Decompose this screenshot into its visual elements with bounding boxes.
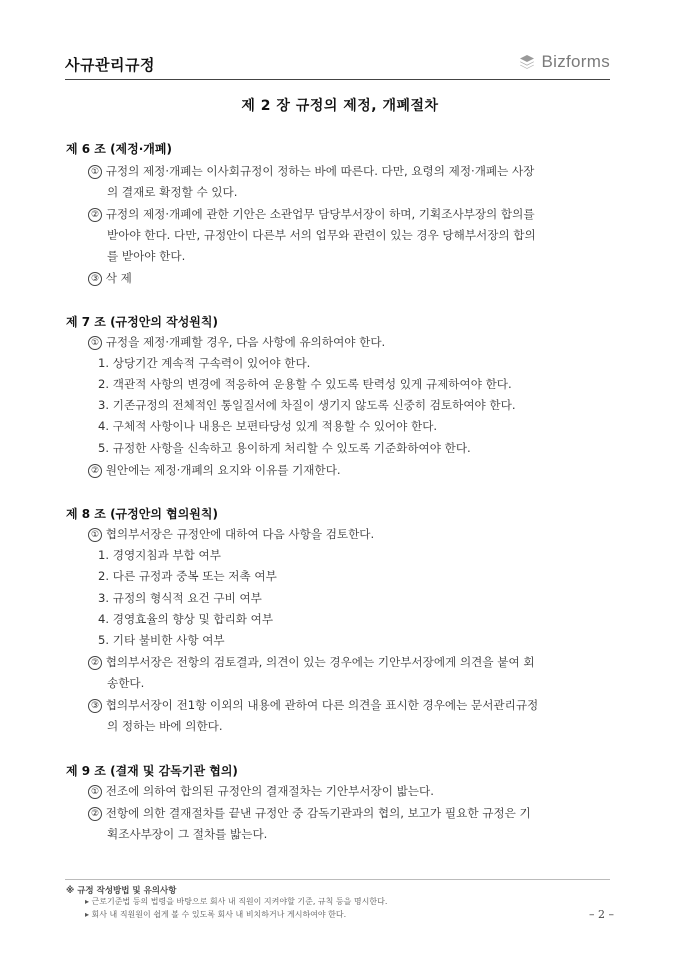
article-7-item-4: 4. 구체적 사항이나 내용은 보편타당성 있게 적용할 수 있어야 한다. (98, 419, 438, 433)
page-number: – 2 – (589, 908, 614, 921)
article-8-item-4: 4. 경영효율의 향상 및 합리화 여부 (98, 612, 274, 626)
article-6-clause-2-cont: 받아야 한다. 다만, 규정안이 다른부 서의 업무와 관련이 있는 경우 당해부서장의 합의 (107, 228, 536, 242)
footnote-divider (65, 879, 610, 880)
article-8-item-2: 2. 다른 규정과 중복 또는 저촉 여부 (98, 569, 277, 583)
article-8-clause-1: ① 협의부서장은 규정안에 대하여 다음 사항을 검토한다. (88, 526, 374, 542)
clause-number-marker: ① (88, 336, 102, 350)
brand-logo (518, 52, 610, 72)
clause-number-marker: ② (88, 208, 102, 222)
article-8-clause-2-cont: 송한다. (107, 676, 145, 690)
article-8-item-1: 1. 경영지침과 부합 여부 (98, 548, 221, 562)
clause-number-marker: ② (88, 464, 102, 478)
clause-number-marker: ③ (88, 272, 102, 286)
article-7-clause-2: ② 원안에는 제정·개폐의 요지와 이유를 기재한다. (88, 462, 341, 478)
article-8-clause-3: ③ 협의부서장이 전1항 이외의 내용에 관하여 다른 의견을 표시한 경우에는 문서관리규정 (88, 697, 538, 713)
article-6-title: 제 6 조 (제정·개폐) (66, 142, 172, 156)
document-header (65, 52, 610, 78)
chapter-title: 제 2 장 규정의 제정, 개폐절차 (241, 98, 439, 114)
article-7-item-1: 1. 상당기간 계속적 구속력이 있어야 한다. (98, 356, 311, 370)
article-8-title: 제 8 조 (규정안의 협의원칙) (66, 507, 218, 521)
article-7-clause-1: ① 규정을 제정·개폐할 경우, 다음 사항에 유의하여야 한다. (88, 334, 385, 350)
article-6-clause-1: ① 규정의 제정·개폐는 이사회규정이 정하는 바에 따른다. 다만, 요령의 제정·개폐는 사장 (88, 163, 534, 179)
article-8-item-3: 3. 규정의 형식적 요건 구비 여부 (98, 591, 262, 605)
clause-number-marker: ② (88, 807, 102, 821)
article-8-clause-3-cont: 의 정하는 바에 의한다. (107, 719, 223, 733)
article-9-clause-2-cont: 획조사부장이 그 절차를 밟는다. (107, 827, 268, 841)
clause-number-marker: ① (88, 528, 102, 542)
article-6-clause-3: ③ 삭 제 (88, 270, 132, 286)
clause-number-marker: ① (88, 165, 102, 179)
footnote-title: ※ 규정 작성방법 및 유의사항 (66, 886, 177, 896)
document-category-title: 사규관리규정 (65, 56, 155, 74)
clause-number-marker: ② (88, 656, 102, 670)
article-7-title: 제 7 조 (규정안의 작성원칙) (66, 315, 218, 329)
article-6-clause-2: ② 규정의 제정·개폐에 관한 기안은 소관업무 담당부서장이 하며, 기획조사부장의 합의를 (88, 206, 535, 222)
article-6-clause-1-cont: 의 결재로 확정할 수 있다. (107, 185, 238, 199)
article-9-title: 제 9 조 (결재 및 감독기관 협의) (66, 764, 238, 778)
article-9-clause-2: ② 전항에 의한 결재절차를 끝낸 규정안 중 감독기관과의 협의, 보고가 필요한 규정은 기 (88, 805, 531, 821)
brand-name: Bizforms (541, 52, 610, 71)
stacked-layers-icon (518, 53, 536, 71)
article-8-item-5: 5. 기타 불비한 사항 여부 (98, 633, 225, 647)
article-7-item-3: 3. 기존규정의 전체적인 통일질서에 차질이 생기지 않도록 신중히 검토하여야 한다. (98, 398, 516, 412)
article-9-clause-1: ① 전조에 의하여 합의된 규정안의 결재절차는 기안부서장이 밟는다. (88, 783, 434, 799)
footnote-item: ▸ 근로기준법 등의 법령을 바탕으로 회사 내 직원이 지켜야할 기준, 규칙 등을 명시한다. (85, 897, 388, 906)
article-7-item-5: 5. 규정한 사항을 신속하고 용이하게 처리할 수 있도록 기준화하여야 한다. (98, 441, 471, 455)
article-8-clause-2: ② 협의부서장은 전항의 검토결과, 의견이 있는 경우에는 기안부서장에게 의견을 붙여 회 (88, 654, 535, 670)
article-6-clause-2-cont: 를 받아야 한다. (107, 249, 186, 263)
clause-number-marker: ③ (88, 699, 102, 713)
article-7-item-2: 2. 객관적 사항의 변경에 적응하여 운용할 수 있도록 탄력성 있게 규제하여야 한다. (98, 377, 512, 391)
footnote-item: ▸ 회사 내 직원원이 쉽게 볼 수 있도록 회사 내 비치하거나 게시하여야 한다. (85, 910, 347, 919)
header-divider (65, 79, 610, 80)
clause-number-marker: ① (88, 785, 102, 799)
